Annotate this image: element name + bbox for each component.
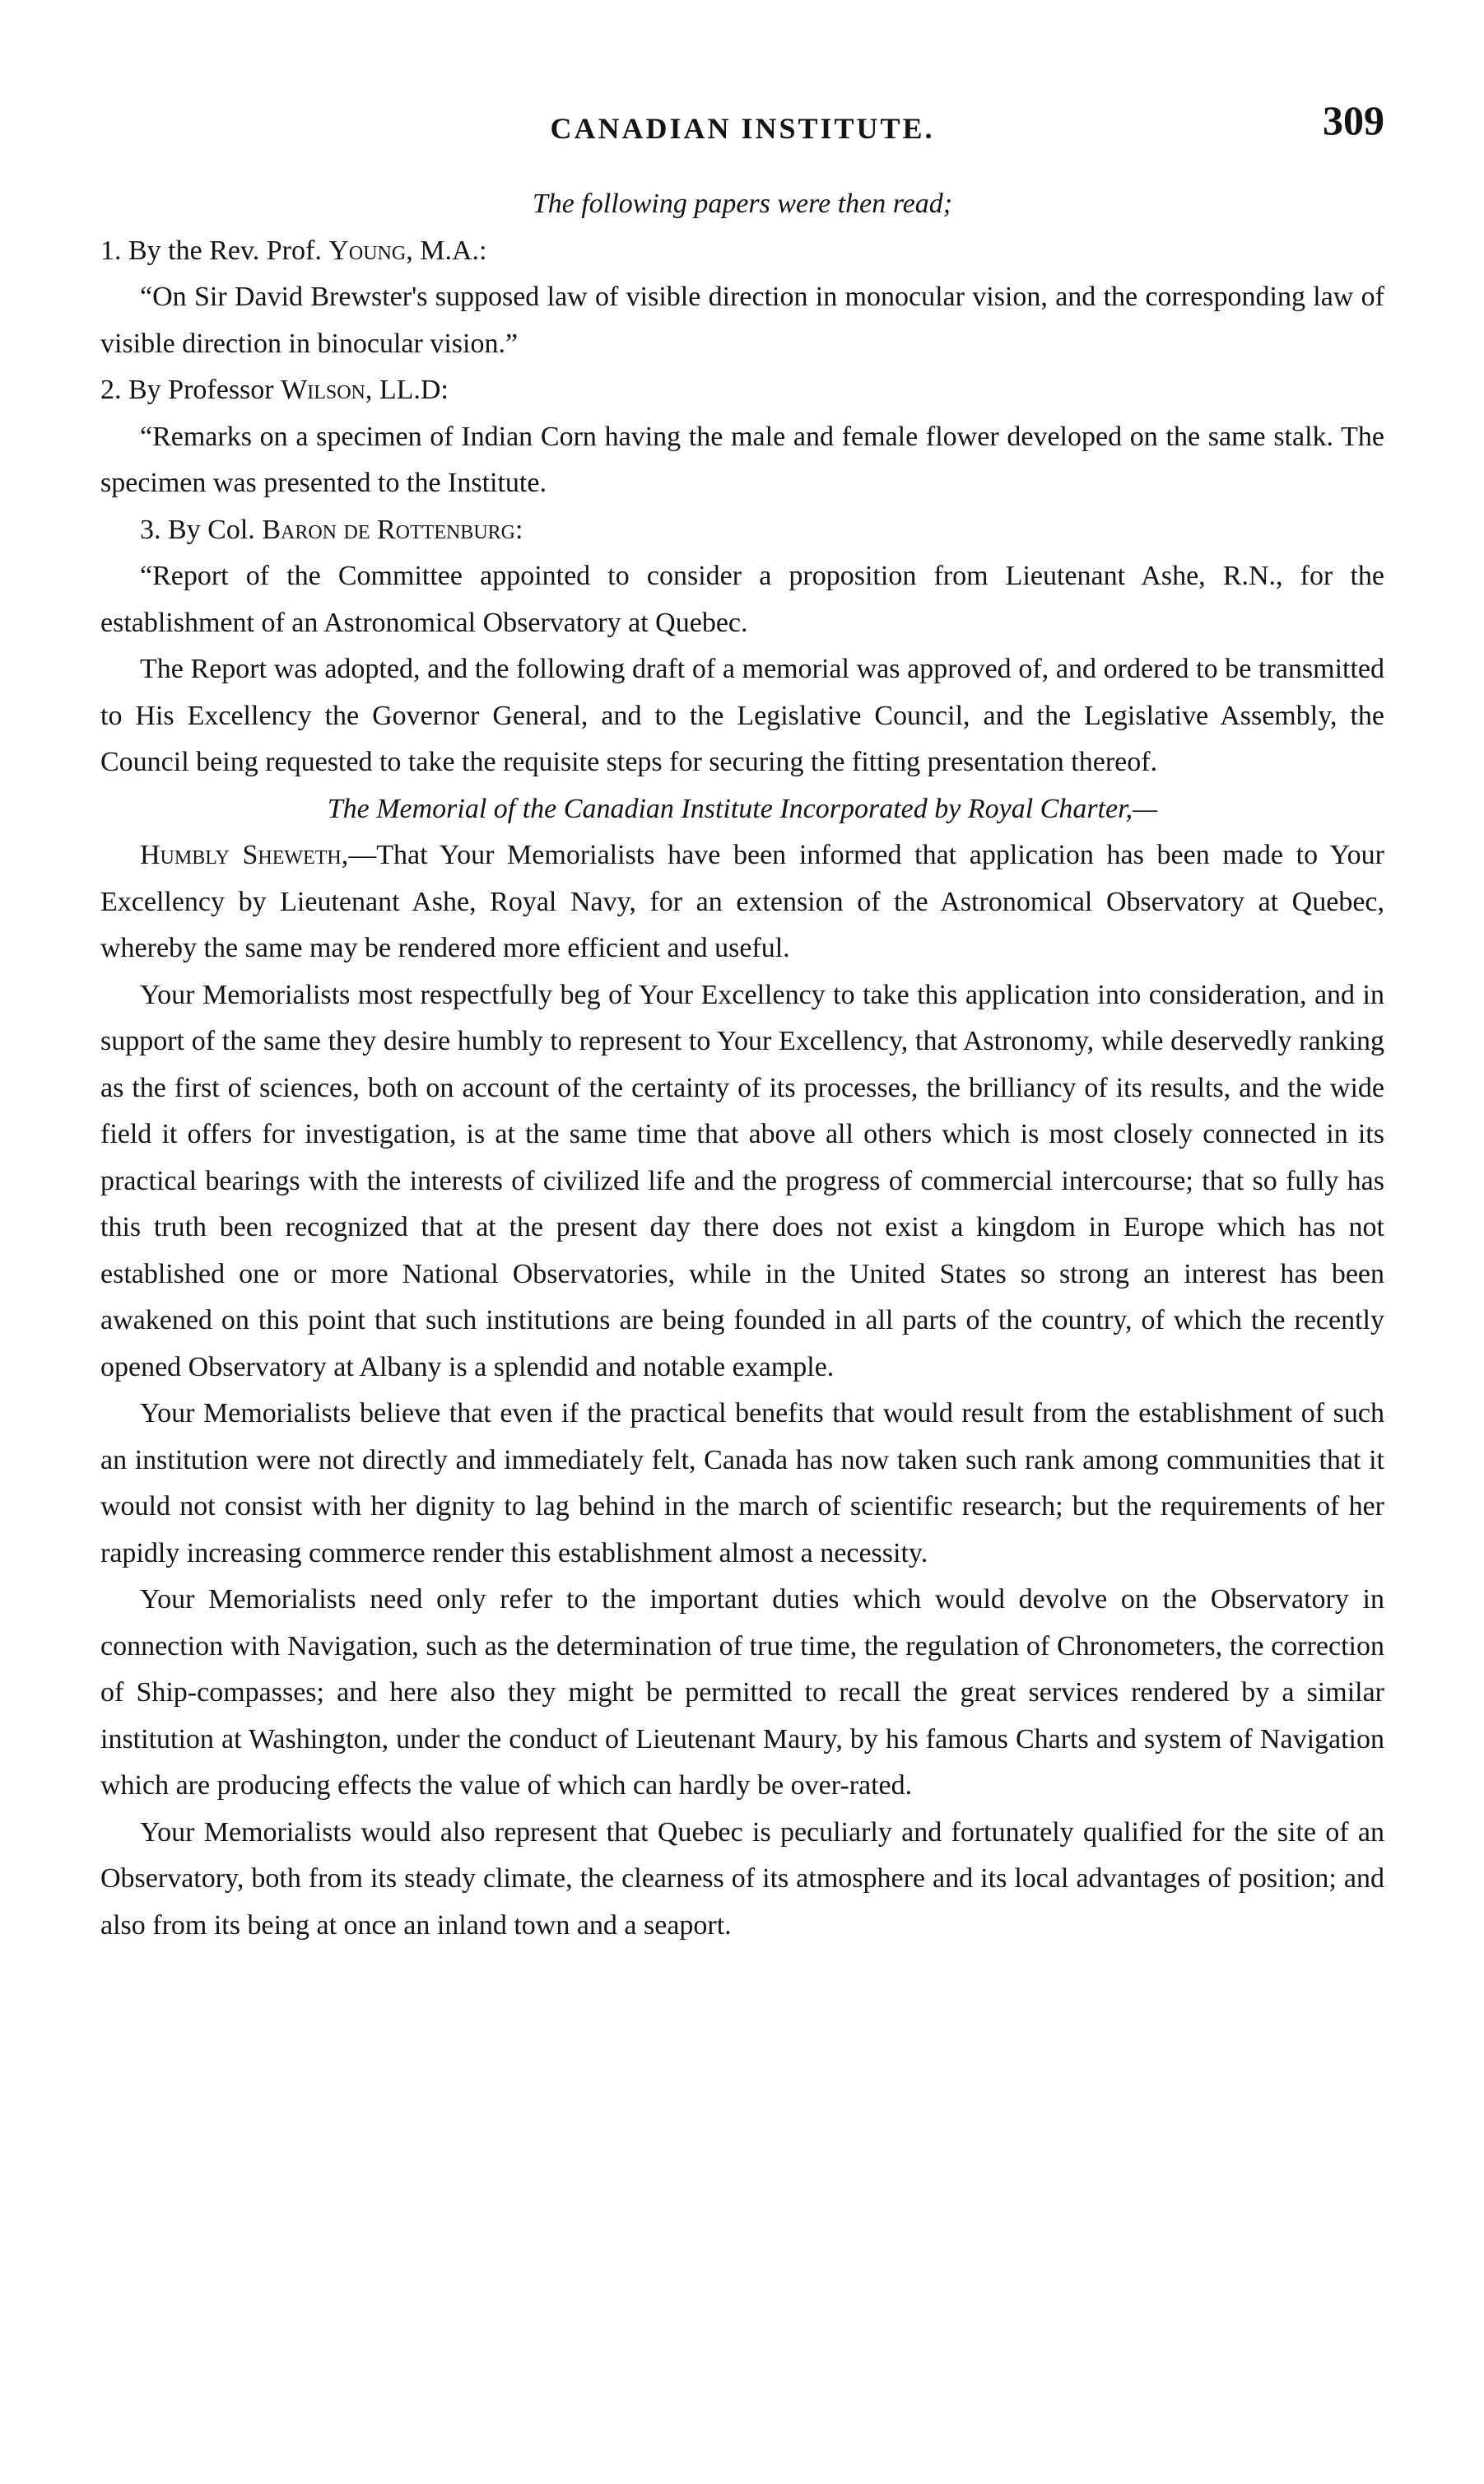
report-paragraph: The Report was adopted, and the following draft of a memorial was approved of, and ordered to be transmitted to His Excellency the Governor General, and to the Legislative Council, and the Legislative Assembly, the Council being requested to take the requisite steps for securing the fitting presentation thereof. <box>100 654 1384 777</box>
paper-1-byline-suffix: , M.A.: <box>406 235 487 266</box>
document-page <box>100 97 1384 1949</box>
paper-1-byline-prefix: 1. By the Rev. Prof. <box>100 235 329 266</box>
paper-2-title: “Remarks on a specimen of Indian Corn having the male and female flower developed on the same stalk. The specimen was presented to the Institute. <box>100 421 1384 498</box>
memorial-opening-smallcaps: Humbly Sheweth, <box>140 840 349 870</box>
paper-2-byline <box>100 367 1384 414</box>
paper-1-title: “On Sir David Brewster's supposed law of visible direction in monocular vision, and the corresponding law of visible direction in binocular vision.” <box>100 282 1384 359</box>
paper-3-author: Baron de Rottenburg <box>262 514 515 545</box>
paper-3-byline-prefix: 3. By Col. <box>140 514 263 545</box>
papers-intro: The following papers were then read; <box>532 189 953 219</box>
paper-3-byline-suffix: : <box>515 514 523 545</box>
page-number: 309 <box>1323 97 1384 143</box>
paper-2-byline-prefix: 2. By Professor <box>100 375 281 405</box>
paper-3-title: “Report of the Committee appointed to consider a proposition from Lieutenant Ashe, R.N., for the establishment of an Astronomical Observatory at Quebec. <box>100 561 1384 638</box>
memorial-opening-text: —That Your Memorialists have been informed that application has been made to Your Excellency by Lieutenant Ashe, Royal Navy, for an extension of the Astronomical Observatory at Quebec, whereby the same may be rendered more efficient and useful. <box>100 840 1384 963</box>
memorial-paragraph: Your Memorialists need only refer to the important duties which would devolve on the Observatory in connection with Navigation, such as the determination of true time, the regulation of Chronometers, the correction of Ship-compasses; and here also they might be permitted to recall the great services rendered by a similar institution at Washington, under the conduct of Lieutenant Maury, by his famous Charts and system of Navigation which are producing effects the value of which can hardly be over-rated. <box>100 1584 1384 1801</box>
paper-2-byline-suffix: , LL.D: <box>365 375 449 405</box>
page-header <box>100 97 1384 151</box>
memorial-paragraph: Your Memorialists most respectfully beg of Your Excellency to take this application into consideration, and in support of the same they desire humbly to represent to Your Excellency, that Astronomy, while deservedly ranking as the first of sciences, both on account of the certainty of its processes, the brilliancy of its results, and the wide field it offers for investigation, is at the same time that above all others which is most closely connected in its practical bearings with the interests of civilized life and the progress of commercial intercourse; that so fully has this truth been recognized that at the present day there does not exist a kingdom in Europe which has not established one or more National Observatories, while in the United States so strong an interest has been awakened on this point that such institutions are being founded in all parts of the country, of which the recently opened Observatory at Albany is a splendid and notable example. <box>100 979 1384 1382</box>
paper-1-byline <box>100 228 1384 275</box>
memorial-paragraph: Your Memorialists would also represent that Quebec is peculiarly and fortunately qualified for the site of an Observatory, both from its steady climate, the clearness of its atmosphere and its local advantages of position; and also from its being at once an inland town and a seaport. <box>100 1816 1384 1941</box>
running-head: CANADIAN INSTITUTE. <box>550 112 935 145</box>
memorial-paragraph: Your Memorialists believe that even if the practical benefits that would result from the establishment of such an institution were not directly and immediately felt, Canada has now taken such rank among communities that it would not consist with her dignity to lag behind in the march of scientific research; but the requirements of her rapidly increasing commerce render this establishment almost a necessity. <box>100 1398 1384 1568</box>
paper-2-author: Wilson <box>281 375 365 405</box>
memorial-heading: The Memorial of the Canadian Institute Incorporated by Royal Charter,— <box>327 793 1158 824</box>
memorial-opening <box>100 832 1384 972</box>
paper-3-byline <box>100 507 1384 554</box>
paper-1-author: Young <box>328 235 407 266</box>
